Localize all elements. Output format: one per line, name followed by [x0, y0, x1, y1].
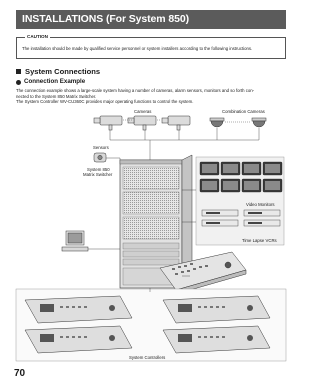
matrix-switcher-label-line1: System 850 [87, 167, 110, 172]
system-controller-unit [163, 296, 270, 323]
matrix-switcher-label-line2: Matrix Switcher [83, 172, 113, 177]
system-controller-unit [25, 296, 132, 323]
sensor-icon [94, 153, 106, 162]
page-title: INSTALLATIONS (For System 850) [22, 13, 189, 25]
computer-icon [62, 231, 88, 251]
paragraph-line: The connection example shows a large-scale system having a number of cameras, alarm sensors, monitors and so forth con- [16, 88, 255, 93]
cameras-label: Cameras [134, 109, 152, 114]
subsection-heading-text: Connection Example [24, 78, 86, 85]
system-controller-unit [163, 326, 270, 353]
paragraph-line: nected to the System 850 Matrix Switcher. [16, 93, 97, 99]
section-heading-text: System Connections [25, 67, 101, 76]
video-monitors-label: Video Monitors [246, 202, 275, 207]
camera-icon [162, 116, 190, 130]
camera-icon [94, 116, 122, 130]
time-lapse-vcrs-label: Time Lapse VCRs [242, 238, 277, 243]
system-controllers-label: System Controllers [129, 355, 166, 360]
dome-camera-icon [210, 118, 224, 127]
caution-label: CAUTION [27, 34, 48, 39]
dome-camera-icon [252, 118, 266, 127]
sensors-label: Sensors [93, 145, 109, 150]
paragraph-line: The System Controller WV-CU360C provides major operating functions to control the system. [16, 99, 194, 105]
system-controller-unit [25, 326, 132, 353]
camera-icon [128, 116, 156, 130]
page-number: 70 [14, 368, 26, 379]
combination-cameras-label: Combination Cameras [222, 109, 265, 114]
caution-text: The installation should be made by qualified service personnel or system installers according to the following instructions. [22, 46, 253, 51]
